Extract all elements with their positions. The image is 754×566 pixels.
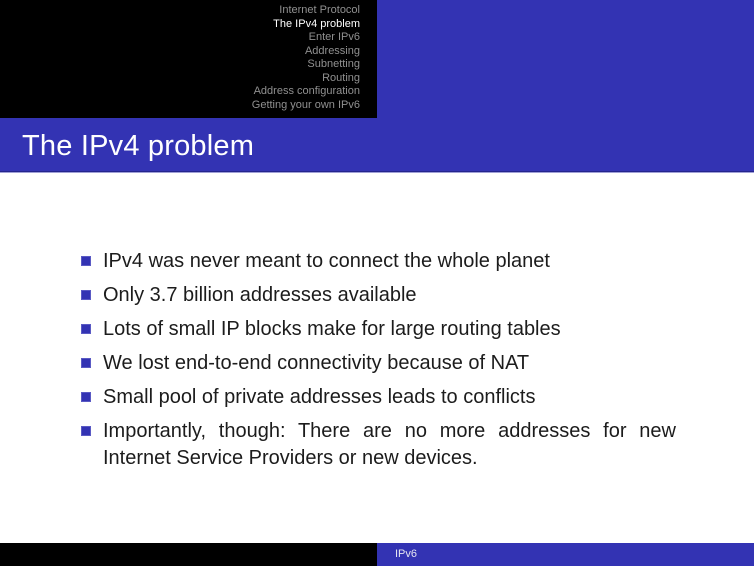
bullet-text: Importantly, though: There are no more addresses for new Internet Service Providers or new devices. (103, 420, 676, 469)
nav-item-addressing[interactable]: Addressing (304, 44, 360, 57)
bullet-text: Only 3.7 billion addresses available (103, 284, 417, 306)
bullet-square-icon (81, 392, 91, 402)
nav-item-internet-protocol[interactable]: Internet Protocol (279, 4, 360, 16)
bullet-item (81, 248, 676, 275)
bullet-text: We lost end-to-end connectivity because of NAT (103, 352, 530, 374)
bullet-item (81, 316, 676, 343)
bullet-square-icon (81, 358, 91, 368)
slide-content (0, 173, 754, 472)
bullet-square-icon (81, 324, 91, 334)
nav-item-the-ipv4-problem[interactable]: The IPv4 problem (273, 17, 360, 30)
slide-title: The IPv4 problem (22, 130, 255, 162)
bullet-text: Small pool of private addresses leads to conflicts (103, 386, 536, 408)
bullet-list (81, 248, 676, 472)
slide-header (0, 0, 754, 173)
bullet-item (81, 384, 676, 411)
bullet-item (81, 282, 676, 309)
footer-title: IPv6 (395, 548, 418, 560)
bullet-square-icon (81, 290, 91, 300)
toc-nav (0, 0, 377, 118)
footer-title-cell (377, 543, 754, 566)
footer-bar (0, 543, 754, 566)
bullet-item (81, 350, 676, 377)
nav-item-address-configuration[interactable]: Address configuration (253, 85, 360, 97)
bullet-square-icon (81, 256, 91, 266)
bullet-square-icon (81, 426, 91, 436)
nav-item-routing[interactable]: Routing (322, 71, 360, 84)
bullet-text: IPv4 was never meant to connect the whole planet (103, 250, 550, 272)
bullet-text: Lots of small IP blocks make for large routing tables (103, 318, 561, 340)
nav-item-getting-your-own-ipv6[interactable]: Getting your own IPv6 (251, 98, 360, 111)
nav-item-enter-ipv6[interactable]: Enter IPv6 (308, 31, 360, 43)
bullet-item (81, 418, 676, 472)
footer-empty-cell (0, 543, 377, 566)
nav-item-subnetting[interactable]: Subnetting (307, 58, 360, 70)
